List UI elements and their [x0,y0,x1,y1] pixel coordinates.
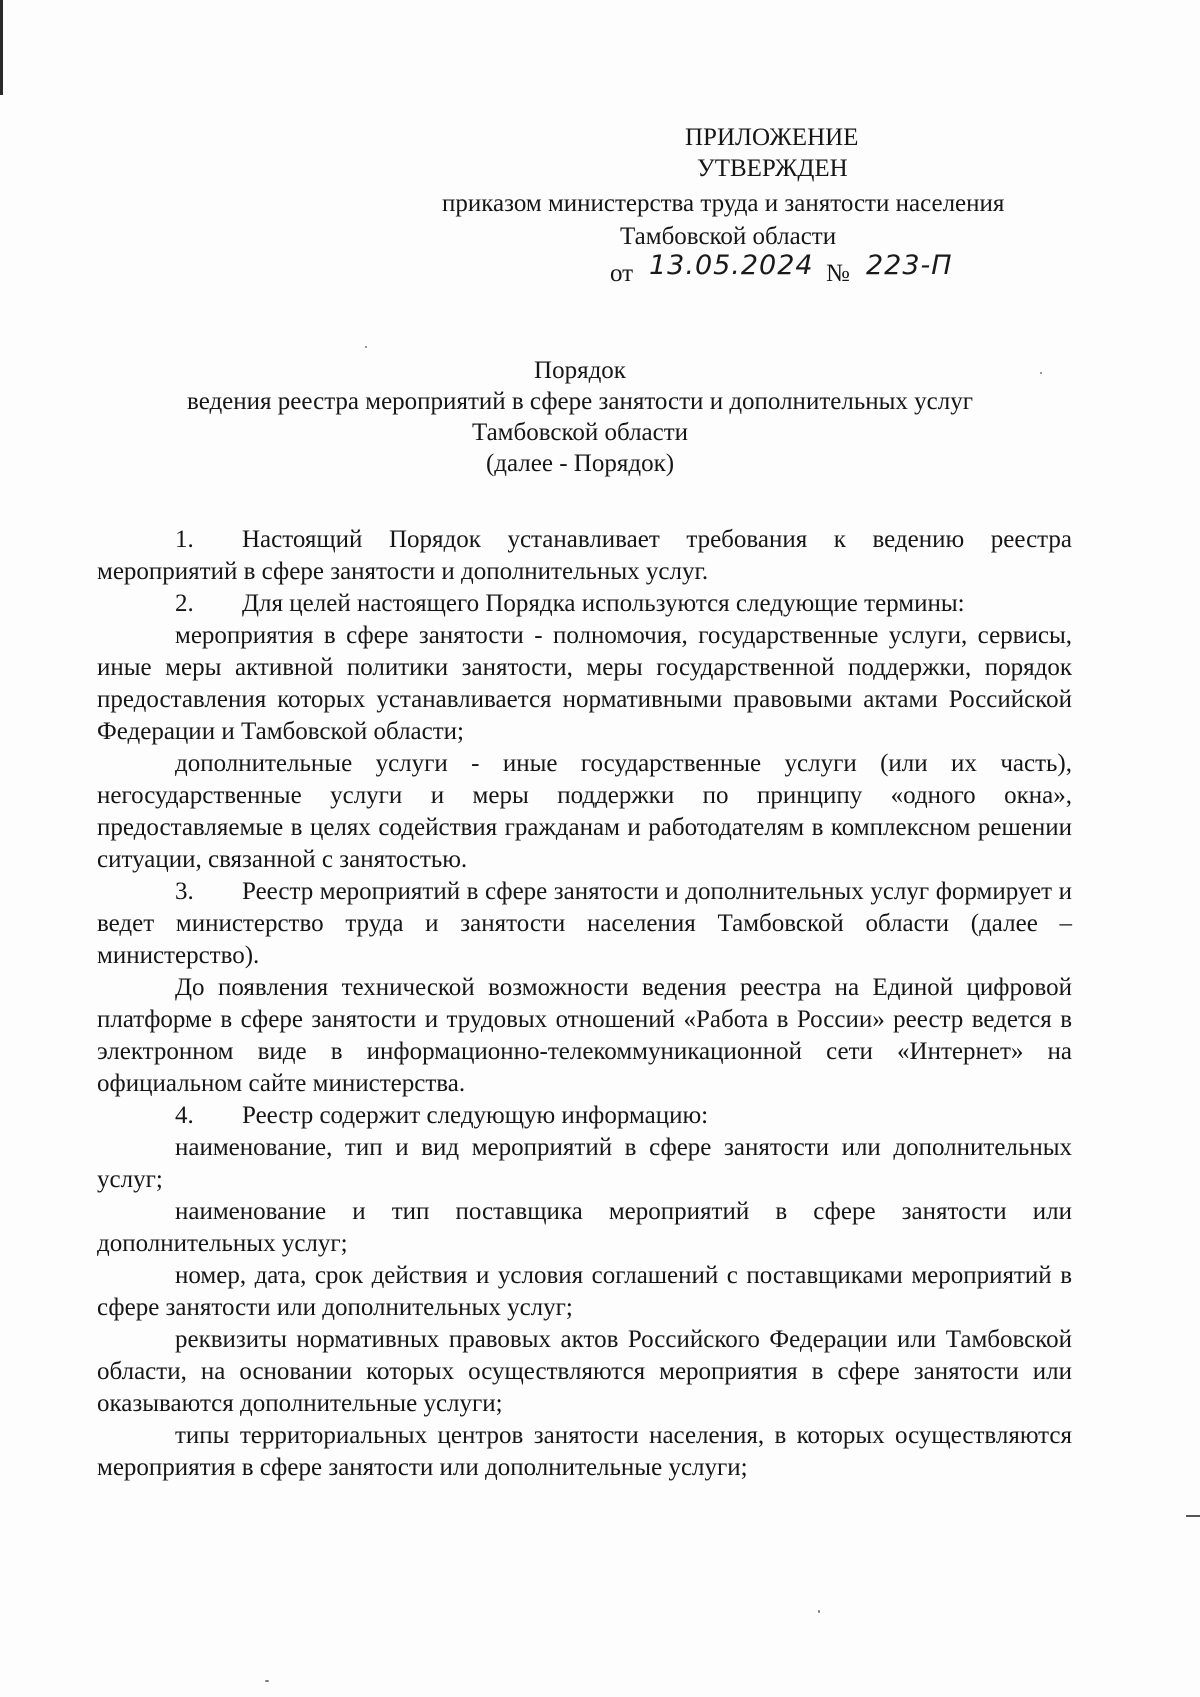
paragraph-text: Реестр мероприятий в сфере занятости и дополнительных услуг формирует и ведет министерство труда и занятости населения Тамбовской области (далее – министерство). [97,878,1072,969]
handwritten-date: 13.05.2024 [649,250,814,281]
number-prefix: № [826,260,850,287]
scan-speck [365,346,367,348]
paragraph-text: Для целей настоящего Порядка используются следующие термины: [242,590,965,617]
region-line: Тамбовской области [620,223,837,250]
paragraph-number: 3. [175,878,194,905]
paragraph-2 [97,588,1072,620]
paragraph-3 [97,876,1072,972]
title-line-3: Тамбовской области [471,419,689,446]
handwritten-number: 223-П [866,250,953,281]
registry-item-5: типы территориальных центров занятости населения, в которых осуществляются мероприятия в сфере занятости или дополнительные услуги; [97,1422,1072,1481]
title-line-4: (далее - Порядок) [485,450,675,477]
document-body [97,524,1072,1484]
title-heading: Порядок [534,357,626,384]
scan-speck [818,1610,820,1613]
order-line: приказом министерства труда и занятости населения [442,190,1005,217]
paragraph-number: 1. [175,526,194,553]
approved-label: УТВЕРЖДЕН [697,155,848,182]
definition-employment-measures: мероприятия в сфере занятости - полномочия, государственные услуги, сервисы, иные меры активной политики занятости, меры государственной поддержки, порядок предоставления которых устанавливается нормативными правовыми актами Российской Федерации и Тамбовской области; [97,622,1072,745]
registry-item-3: номер, дата, срок действия и условия соглашений с поставщиками мероприятий в сфере занятости или дополнительных услуг; [97,1262,1072,1321]
paragraph-3-addition: До появления технической возможности ведения реестра на Единой цифровой платформе в сфере занятости и трудовых отношений «Работа в России» реестр ведется в электронном виде в информационно-телекоммуникационной сети «Интернет» на официальном сайте министерства. [97,974,1072,1097]
paragraph-number: 2. [175,590,194,617]
registry-item-4: реквизиты нормативных правовых актов Российского Федерации или Тамбовской области, на основании которых осуществляются мероприятия в сфере занятости или оказываются дополнительные услуги; [97,1326,1072,1417]
paragraph-4 [97,1100,1072,1132]
paragraph-number: 4. [175,1102,194,1129]
date-prefix: от [610,260,634,287]
definition-additional-services: дополнительные услуги - иные государственные услуги (или их часть), негосударственные услуги и меры поддержки по принципу «одного окна», предоставляемые в целях содействия гражданам и работодателям в комплексном решении ситуации, связанной с занятостью. [97,750,1072,873]
scan-speck [265,1680,269,1682]
registry-item-2: наименование и тип поставщика мероприятий в сфере занятости или дополнительных услуг; [97,1198,1072,1257]
paragraph-text: Настоящий Порядок устанавливает требования к ведению реестра мероприятий в сфере занятости и дополнительных услуг. [97,526,1072,585]
scan-edge-mark [0,0,3,95]
title-line-2: ведения реестра мероприятий в сфере занятости и дополнительных услуг [187,388,973,415]
appendix-label: ПРИЛОЖЕНИЕ [685,124,859,151]
scan-margin-mark [1186,1515,1200,1517]
registry-item-1: наименование, тип и вид мероприятий в сфере занятости или дополнительных услуг; [97,1134,1072,1193]
paragraph-text: Реестр содержит следующую информацию: [242,1102,709,1129]
paragraph-1 [97,524,1072,588]
document-title [0,355,1160,479]
